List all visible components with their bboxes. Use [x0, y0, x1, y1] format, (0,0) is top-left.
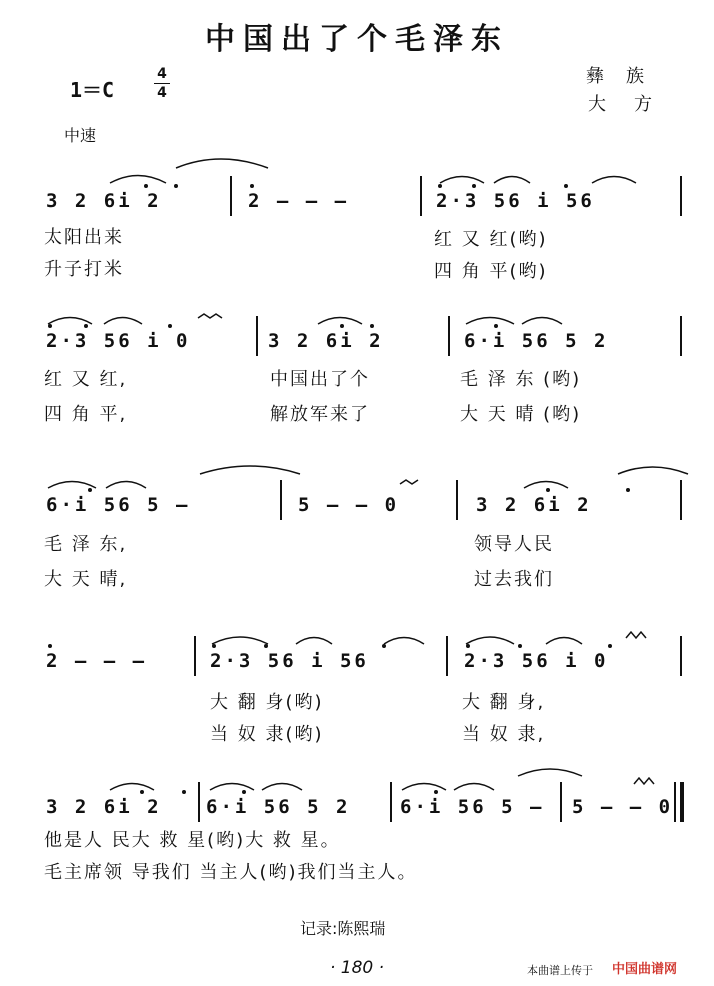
lyric1-s4-m3: 大 翻 身, [462, 692, 546, 713]
ornament-mark [626, 632, 646, 638]
tempo-marking: 中速 [64, 126, 97, 145]
octave-dot [608, 644, 612, 648]
slur-arc [110, 784, 154, 791]
slur-arc [546, 638, 582, 645]
slur-arc [454, 784, 494, 791]
lyric1-s1-m1: 太阳出来 [44, 227, 124, 248]
notes-s4-m1: 2 — — — [46, 650, 148, 672]
notes-s1-m2: 2 — — — [248, 190, 350, 212]
octave-dot [140, 790, 144, 794]
slur-arc [440, 177, 484, 184]
lyric1-s2-m2: 中国出了个 [270, 369, 370, 390]
key-signature: 1＝C [70, 78, 115, 102]
slur-arc [518, 769, 582, 776]
octave-dot [494, 324, 498, 328]
slur-arc [104, 318, 142, 325]
lyric1-s2-m3: 毛 泽 东 (哟) [460, 369, 582, 390]
time-signature-bottom: 4 [157, 85, 167, 101]
octave-dot [340, 324, 344, 328]
song-title: 中国出了个毛泽东 [205, 22, 509, 57]
notes-s2-m1: 2·3 56 i 0 [46, 330, 191, 352]
slur-arc [524, 482, 568, 489]
lyric2-s2-m1: 四 角 平, [44, 404, 128, 425]
slur-arc [384, 638, 424, 645]
ethnicity-label: 彝族 [586, 66, 666, 87]
notes-s2-m2: 3 2 6i 2 [268, 330, 384, 352]
octave-dot [546, 488, 550, 492]
slur-arc [402, 784, 446, 791]
octave-dot [88, 488, 92, 492]
octave-dot [564, 184, 568, 188]
lyric1-s3-m1: 毛 泽 东, [44, 534, 128, 555]
collector-label: 大方 [588, 94, 680, 115]
ornament-mark [634, 778, 654, 784]
notes-s2-m3: 6·i 56 5 2 [464, 330, 609, 352]
notes-s4-m3: 2·3 56 i 0 [464, 650, 609, 672]
octave-dot [438, 184, 442, 188]
site-name[interactable]: 中国曲谱网 [612, 962, 678, 977]
slur-arc [466, 637, 514, 644]
slur-arc [48, 318, 92, 325]
octave-dot [144, 184, 148, 188]
slur-arc [210, 784, 254, 791]
octave-dot [626, 488, 630, 492]
notes-s1-m3: 2·3 56 i 56 [436, 190, 595, 212]
page-number: · 180 · [329, 958, 385, 978]
notes-s3-m2: 5 — — 0 [298, 494, 400, 516]
octave-dot [48, 644, 52, 648]
lyric2-s4-m3: 当 奴 隶, [462, 724, 546, 745]
slur-arc [522, 318, 562, 325]
slur-arc [494, 177, 530, 184]
lyric2-s4-m2: 当 奴 隶(哟) [210, 724, 324, 745]
time-signature-top: 4 [157, 66, 167, 82]
ornament-mark [400, 480, 418, 484]
lyric2-s2-m2: 解放军来了 [270, 404, 370, 425]
notes-s5-m2: 6·i 56 5 2 [206, 796, 351, 818]
octave-dot [242, 790, 246, 794]
recorder-credit: 记录:陈熙瑞 [300, 919, 386, 938]
lyric2-s1-m3: 四 角 平(哟) [434, 261, 548, 282]
slur-arc [592, 177, 636, 184]
notes-s3-m1: 6·i 56 5 — [46, 494, 191, 516]
lyric2-s1-m1: 升子打米 [44, 259, 124, 280]
octave-dot [518, 644, 522, 648]
slur-arc [296, 638, 332, 645]
notes-s4-m2: 2·3 56 i 56 [210, 650, 369, 672]
lyric1-s4-m2: 大 翻 身(哟) [210, 692, 324, 713]
slur-arc [212, 637, 268, 644]
octave-dot [472, 184, 476, 188]
slur-arc [176, 159, 268, 168]
octave-dot [84, 324, 88, 328]
octave-dot [370, 324, 374, 328]
upload-note: 本曲谱上传于 [527, 964, 593, 977]
slur-arc [110, 176, 166, 184]
slur-arc [466, 318, 514, 325]
lyric1-s3-m3: 领导人民 [474, 534, 554, 555]
slur-arc [200, 466, 300, 474]
octave-dot [382, 644, 386, 648]
octave-dot [434, 790, 438, 794]
lyric2-s3-m1: 大 天 晴, [44, 569, 128, 590]
slur-arc [106, 482, 146, 489]
octave-dot [212, 644, 216, 648]
notes-s3-m3: 3 2 6i 2 [476, 494, 592, 516]
slur-arc [618, 467, 688, 474]
lyric2-s5: 毛主席领 导我们 当主人(哟)我们当主人。 [44, 862, 418, 883]
notes-s5-m3: 6·i 56 5 — [400, 796, 545, 818]
notes-s5-m1: 3 2 6i 2 [46, 796, 162, 818]
lyric2-s3-m3: 过去我们 [474, 569, 554, 590]
slur-arc [318, 318, 362, 325]
octave-dot [466, 644, 470, 648]
lyric1-s1-m3: 红 又 红(哟) [434, 229, 548, 250]
octave-dot [250, 184, 254, 188]
lyric1-s5: 他是人 民大 救 星(哟)大 救 星。 [44, 830, 341, 851]
octave-dot [182, 790, 186, 794]
lyric2-s2-m3: 大 天 晴 (哟) [460, 404, 582, 425]
octave-dot [48, 324, 52, 328]
notes-s1-m1: 3 2 6i 2 [46, 190, 162, 212]
slur-arc [262, 784, 302, 791]
octave-dot [168, 324, 172, 328]
notes-s5-m4: 5 — — 0 [572, 796, 674, 818]
octave-dot [174, 184, 178, 188]
slur-arc [48, 482, 96, 489]
lyric1-s2-m1: 红 又 红, [44, 369, 128, 390]
octave-dot [264, 644, 268, 648]
ornament-mark [198, 314, 222, 318]
